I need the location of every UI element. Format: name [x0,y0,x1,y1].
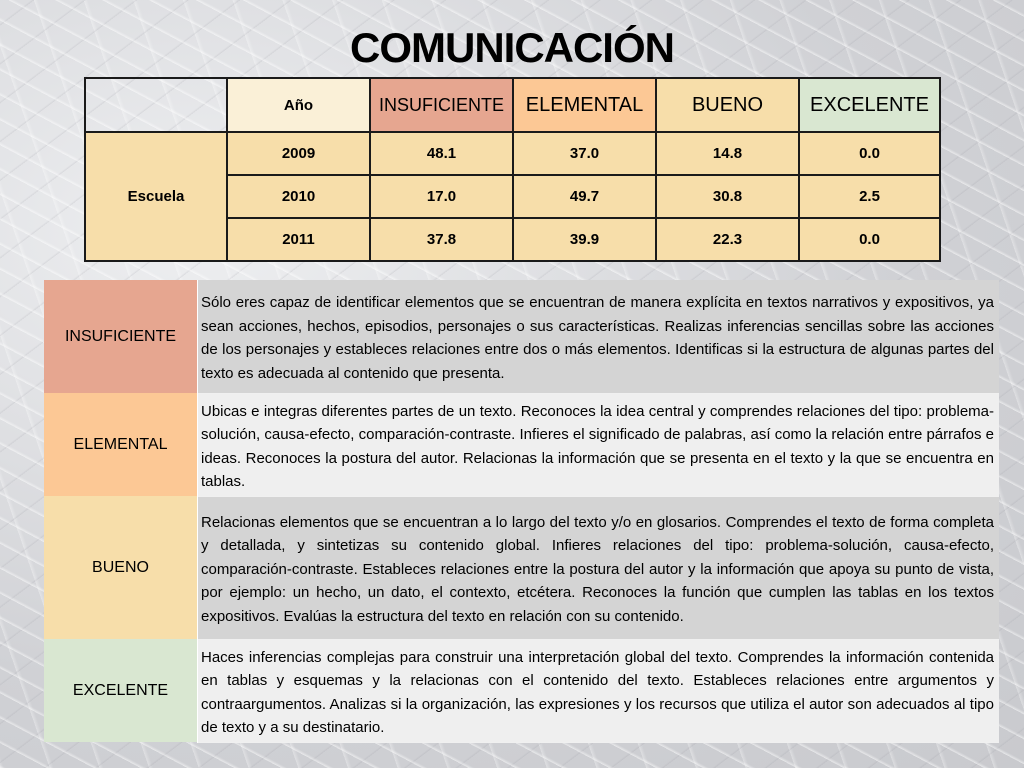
value-cell: 30.8 [656,175,799,218]
value-cell: 17.0 [370,175,513,218]
header-corner-cell [85,78,227,132]
year-cell: 2010 [227,175,370,218]
level-label-bueno: BUENO [44,496,198,639]
results-header-row [85,78,940,132]
table-row [85,132,940,175]
header-elemental: ELEMENTAL [513,78,656,132]
value-cell: 22.3 [656,218,799,261]
value-cell: 37.0 [513,132,656,175]
level-label-excelente: EXCELENTE [44,639,198,742]
level-description-bueno: Relacionas elementos que se encuentran a lo largo del texto y/o en glosarios. Comprendes el texto de forma completa y detallada, y sintetizas su contenido global. Infieres relaciones del tipo: problema-solución, causa-efecto, comparación-contraste. Estableces relaciones entre la postura del autor y la información que apoya su punto de vista, por ejemplo: un hecho, un dato, el contexto, etcétera. Reconoces la función que cumplen las tablas en los textos expositivos. Evalúas la estructura del texto en relación con su contenido. [198,496,1000,639]
value-cell: 0.0 [799,132,940,175]
header-excelente: EXCELENTE [799,78,940,132]
level-row-excelente [44,639,999,742]
year-cell: 2011 [227,218,370,261]
header-insuficiente: INSUFICIENTE [370,78,513,132]
value-cell: 14.8 [656,132,799,175]
value-cell: 39.9 [513,218,656,261]
value-cell: 2.5 [799,175,940,218]
results-table [84,77,941,262]
value-cell: 37.8 [370,218,513,261]
value-cell: 49.7 [513,175,656,218]
year-cell: 2009 [227,132,370,175]
level-row-bueno [44,496,999,639]
level-description-elemental: Ubicas e integras diferentes partes de un texto. Reconoces la idea central y comprendes relaciones del tipo: problema-solución, causa-efecto, comparación-contraste. Infieres el significado de palabras, así como la relación entre párrafos e ideas. Reconoces la postura del autor. Relacionas la información que se presenta en el texto y la que se encuentra en tablas. [198,393,1000,496]
level-description-insuficiente: Sólo eres capaz de identificar elementos que se encuentran de manera explícita en textos narrativos y expositivos, ya sean acciones, hechos, episodios, personajes o sus características. Realizas inferencias sencillas sobre las acciones de los personajes y estableces relaciones entre dos o más elementos. Identificas si la estructura de algunas partes del texto es adecuada al contenido que presenta. [198,280,1000,393]
level-row-elemental [44,393,999,496]
level-label-insuficiente: INSUFICIENTE [44,280,198,393]
levels-description-table [44,280,999,743]
value-cell: 0.0 [799,218,940,261]
level-description-excelente: Haces inferencias complejas para construir una interpretación global del texto. Comprendes la información contenida en tablas y esquemas y la relacionas con el contenido del texto. Estableces relaciones entre argumentos y contraargumentos. Analizas si la organización, las expresiones y los recursos que utiliza el autor son adecuados al tipo de texto y a su destinatario. [198,639,1000,742]
level-label-elemental: ELEMENTAL [44,393,198,496]
value-cell: 48.1 [370,132,513,175]
page-title: COMUNICACIÓN [350,24,674,71]
level-row-insuficiente [44,280,999,393]
group-label-escuela: Escuela [85,132,227,261]
header-year: Año [227,78,370,132]
header-bueno: BUENO [656,78,799,132]
